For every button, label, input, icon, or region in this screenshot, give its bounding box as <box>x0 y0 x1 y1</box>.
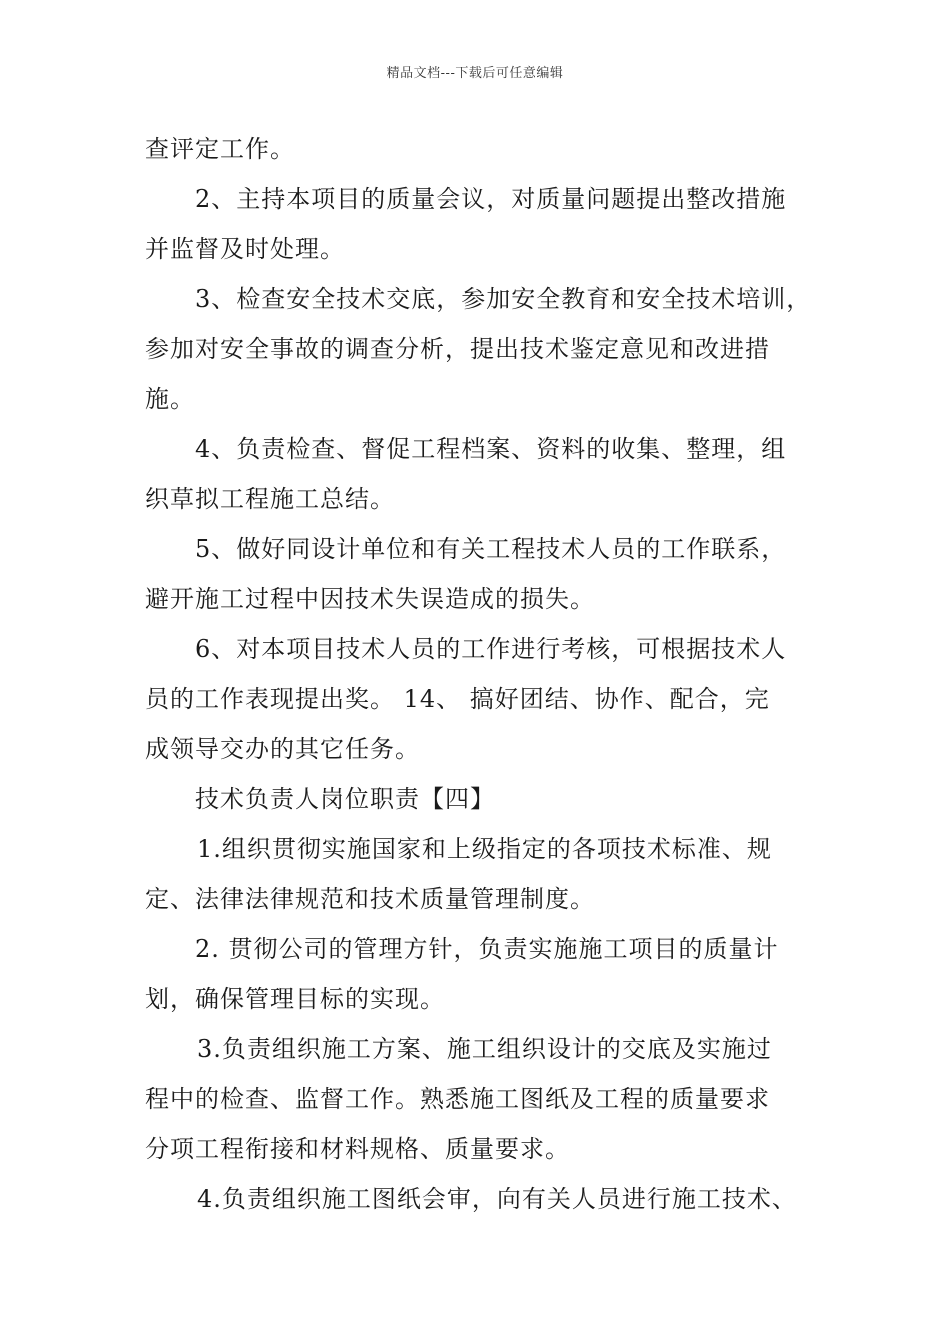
text-line: 3.负责组织施工方案、施工组织设计的交底及实施过 <box>197 1035 772 1063</box>
section-heading: 技术负责人岗位职责【四】 <box>195 785 495 813</box>
text-line: 织草拟工程施工总结。 <box>145 485 395 513</box>
text-line: 6、对本项目技术人员的工作进行考核，可根据技术人 <box>195 635 787 663</box>
text-line: 参加对安全事故的调查分析，提出技术鉴定意见和改进措 <box>145 335 770 363</box>
text-line: 员的工作表现提出奖。 14、 搞好团结、协作、配合，完 <box>145 685 770 713</box>
text-line: 成领导交办的其它任务。 <box>145 735 420 763</box>
text-line: 定、法律法律规范和技术质量管理制度。 <box>145 885 595 913</box>
text-line: 查评定工作。 <box>145 135 295 163</box>
text-line: 避开施工过程中因技术失误造成的损失。 <box>145 585 595 613</box>
text-line: 2. 贯彻公司的管理方针，负责实施施工项目的质量计 <box>195 935 779 963</box>
text-line: 4、负责检查、督促工程档案、资料的收集、整理，组 <box>195 435 787 463</box>
text-line: 并监督及时处理。 <box>145 235 345 263</box>
text-line: 2、主持本项目的质量会议，对质量问题提出整改措施 <box>195 185 787 213</box>
text-line: 划，确保管理目标的实现。 <box>145 985 445 1013</box>
text-line: 分项工程衔接和材料规格、质量要求。 <box>145 1135 570 1163</box>
text-line: 3、检查安全技术交底，参加安全教育和安全技术培训， <box>195 285 812 313</box>
text-line: 施。 <box>145 385 195 413</box>
text-line: 程中的检查、监督工作。熟悉施工图纸及工程的质量要求 <box>145 1085 770 1113</box>
text-line: 4.负责组织施工图纸会审，向有关人员进行施工技术、 <box>197 1185 797 1213</box>
text-line: 5、做好同设计单位和有关工程技术人员的工作联系， <box>195 535 787 563</box>
page-header: 精品文档---下载后可任意编辑 <box>386 66 564 81</box>
document-body <box>145 128 825 1228</box>
text-line: 1.组织贯彻实施国家和上级指定的各项技术标准、规 <box>197 835 772 863</box>
